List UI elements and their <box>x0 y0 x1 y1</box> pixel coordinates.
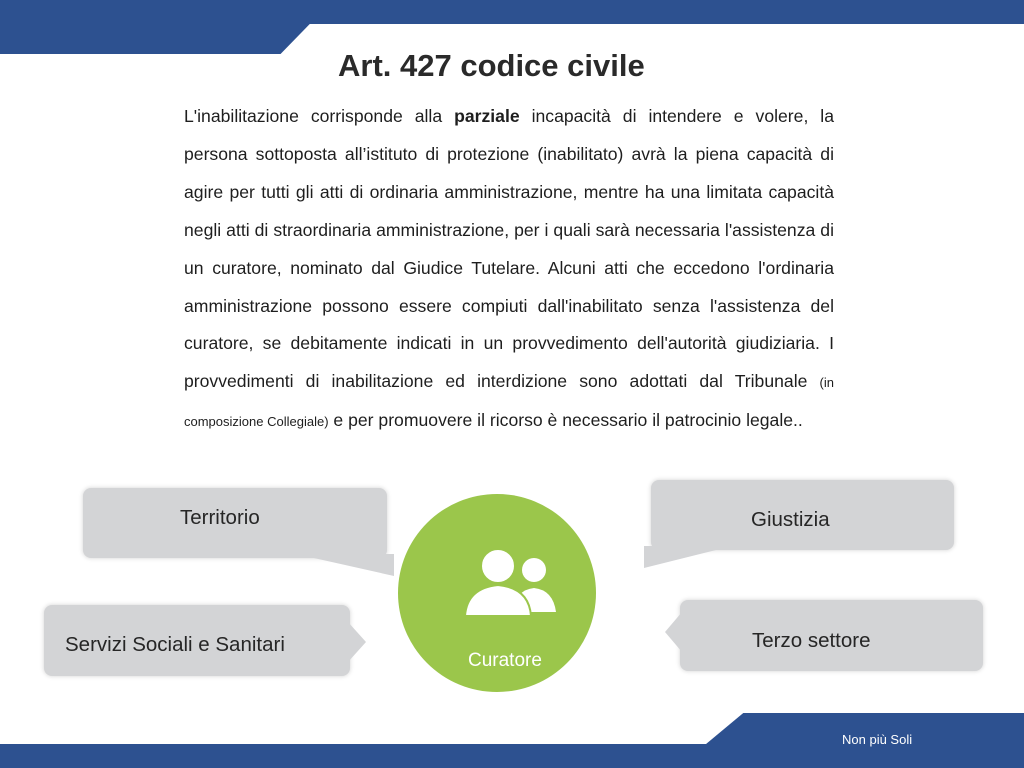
bubble-terzo-settore-tail <box>665 612 682 652</box>
body-paragraph <box>184 98 834 441</box>
footer-text: Non più Soli <box>842 732 913 747</box>
body-text-bold: parziale <box>454 106 520 126</box>
users-icon <box>460 544 564 618</box>
label-terzo-settore: Terzo settore <box>752 629 871 652</box>
label-servizi: Servizi Sociali e Sanitari <box>65 633 285 656</box>
body-text-small: (in composizione Collegiale) <box>184 375 834 430</box>
bubble-territorio-tail <box>296 554 394 576</box>
curatore-label: Curatore <box>468 650 542 671</box>
body-text-part-1: L'inabilitazione corrisponde alla <box>184 106 455 126</box>
bubble-servizi-tail <box>348 622 366 662</box>
page-title: Art. 427 codice civile <box>338 48 645 83</box>
body-text-part-2: incapacità di intendere e volere, la persona sottoposta all’istituto di protezione (inabilitato) avrà la piena capacità di agire per tutti gli atti di ordinaria amministrazione, mentre ha una limitata capacità negli atti di straordinaria amministrazione, per i quali sarà necessaria l'assistenza di un curatore, nominato dal Giudice Tutelare. Alcuni atti che eccedono l'ordinaria amministrazione possono essere compiuti dall'inabilitato senza l'assistenza del curatore, se debitamente indicati in un provvedimento dell'autorità giudiziaria. I provvedimenti di inabilitazione ed interdizione sono adottati dal Tribunale <box>184 106 834 392</box>
header-tab <box>0 0 310 54</box>
body-text-part-3: e per promuovere il ricorso è necessario il patrocinio legale.. <box>328 410 803 431</box>
label-territorio: Territorio <box>180 506 260 529</box>
label-giustizia: Giustizia <box>751 508 830 531</box>
bubble-giustizia-tail <box>644 546 732 568</box>
